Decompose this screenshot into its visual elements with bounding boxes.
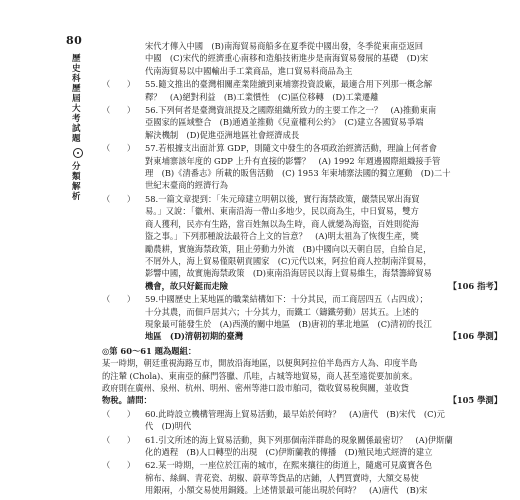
text-line: 某一時期，朝廷重視海路互市，開放沿海地區，以便與阿拉伯半島西方人為、印度半島 [102, 358, 418, 369]
book-title [72, 54, 86, 202]
text-line: 60.此時設立機構管理海上貿易活動，最早始於何時？ (A)唐代 (B)宋代 (C)元 [145, 408, 445, 419]
answer-paren[interactable]: （ ） [102, 460, 136, 471]
page-number: 80 [66, 34, 83, 47]
sidebar [0, 0, 100, 500]
text-line: 62.某一時期，一座位於江南的城市，在熙來攘往的街道上，隨處可見廣寶各色 [145, 460, 432, 471]
text-line: 對東埔寨該年度的 GDP 上升有直接的影響？ (A) 1992 年週邊國際組織接手管 [145, 155, 441, 166]
answer-paren[interactable]: （ ） [102, 408, 136, 419]
text-line: 地區 (D)清朝初期的臺灣 [145, 331, 244, 342]
question-55 [102, 78, 504, 103]
answer-paren[interactable]: （ ） [102, 79, 136, 90]
text-line: 理 (B)《清番志》所載的販售活動 (C) 1953 年柬埔寨法國的獨立運動 (D)二十 [145, 168, 451, 179]
text-line: 政府則在廣州、泉州、杭州、明州、密州等港口設市舶司，徵收貿易稅與關，並收貨 [102, 382, 409, 393]
exam-tag-row [102, 394, 504, 406]
text-line: 機會，故只好鋌而走險 [145, 280, 228, 291]
question-56 [102, 104, 504, 141]
text-line: 代 (D)明代 [145, 421, 192, 432]
question-58 [102, 193, 504, 292]
section-label: 分類解析 [72, 162, 81, 202]
text-line: 55.隨文推出的臺灣相關產業陸續到東埔寨投資設廠，最適合用下列那一概念解 [145, 79, 432, 90]
text-line: 盜之事。」下列那種說法最符合上文的旨意？ (A)明太祖為了恢復生產，獎 [145, 231, 419, 242]
passage [102, 357, 504, 407]
section-heading: ◎第 60～61 題為題組： [102, 345, 197, 356]
question-62 [102, 459, 504, 496]
text-line: 59.中國歷史上某地區的職業結構如下：十分其民，而工商居四五（占四成）； [145, 294, 428, 305]
text-line: 解決機制 (D)促進亞洲地區社會經濟成長 [145, 129, 300, 140]
continuation-block [102, 40, 504, 77]
text-line: 影響中國，故實施海禁政策 (D)東南沿海居民以海上貿易維生，海禁籌締貿易 [145, 268, 432, 279]
text-line: 56.下列何者是臺灣資訊提及之國際組織所致力的主要工作之一？ (A)推動東南 [145, 105, 437, 116]
text-line: 代南海貿易以中國輸出手工業商品，進口貿易料商品為主 [145, 65, 353, 76]
text-line: 現象最可能發生於 (A)西漢的關中地區 (B)唐初的華北地區 (C)清初的長江 [145, 318, 432, 329]
question-57 [102, 142, 504, 192]
text-line: 不屑外人，海上貿易僅限朝貢國家 (C)元代以來，阿拉伯商人控制南洋貿易， [145, 255, 432, 266]
text-line: 世紀末臺商的經濟行為 [145, 180, 228, 191]
answer-paren[interactable]: （ ） [102, 434, 136, 445]
text-line: 中國 (C)宋代的經濟重心南移和造船技術進步是南海貿易發展的基礎 (D)宋 [145, 53, 429, 64]
bullet-circle-icon [73, 148, 83, 158]
text-line: 棉布、絲綢、青花瓷、胡椒、蔚草等貨品的店鋪，人們買賣時，大額交易使 [145, 472, 419, 483]
text-line: 61.引文所述的海上貿易活動，與下列那個南洋群島的現象關係最密切？ (A)伊斯蘭 [145, 434, 453, 445]
page-content [102, 40, 504, 497]
text-line: 勵農耕，實施海禁政策，阻止勞動力外流 (B)中國向以天朝自居，自給自足， [145, 243, 432, 254]
exam-source-tag: 【106 指考】 [448, 280, 502, 291]
text-line: 58.一篇文章提到：「朱元璋建立明朝以後，實行海禁政策，嚴禁民眾出海貿 [145, 193, 420, 204]
text-line: 易。」又說：「徽州、東南沿海一帶山多地少，民以商為生，中日貿易，雙方 [145, 206, 419, 217]
exam-source-tag: 【106 學測】 [448, 331, 502, 342]
book-title-text: 歷史科歷屆大考試題 [72, 54, 81, 144]
answer-paren[interactable]: （ ） [102, 143, 136, 154]
question-60 [102, 408, 504, 433]
exam-source-tag: 【105 學測】 [448, 395, 502, 406]
text-line: 亞國家的區域整合 (B)通過並推動《兒童權利公約》 (C)建立各國貿易爭端 [145, 117, 424, 128]
text-line: 的注輦 (Chola)、東南亞的蘇門答臘、爪哇，占城等地貿易，商人甚至遠從要加前來。 [102, 370, 418, 381]
answer-paren[interactable]: （ ） [102, 294, 136, 305]
text-line: 物稅。請問： [102, 395, 152, 406]
text-line: 57.若根據支出面計算 GDP，則隨文中發生的各項政治經濟活動，理論上何者會 [145, 143, 437, 154]
text-line: 釋？ (A)絕對利益 (B)工業慣性 (C)區位移轉 (D)工業遷離 [145, 91, 379, 102]
text-line: 商人獲利，民亦有生路，當百姓無以為生時，商人就變為海盜，百姓則從海 [145, 218, 419, 229]
text-line: 宋代才傳入中國 (B)南海貿易商船多在夏季從中國出發，冬季從東南亞返回 [145, 41, 424, 51]
answer-paren[interactable]: （ ） [102, 105, 136, 116]
text-line: 用銀兩，小額交易使用銅錢。上述情景最可能出現於何時？ (A)唐代 (B)宋 [145, 485, 428, 496]
exam-tag-row [145, 280, 504, 292]
exam-tag-row [145, 330, 504, 342]
question-59 [102, 293, 504, 343]
answer-paren[interactable]: （ ） [102, 193, 136, 204]
question-61 [102, 434, 504, 459]
text-line: 化的過程 (B)人口轉型的出現 (C)伊斯蘭教的傳播 (D)殖民地式經濟的建立 [145, 447, 433, 457]
text-line: 十分其農，而佃戶居其六；十分其力，而鐵工（鑄鐵勞動）居其五。上述的 [145, 306, 419, 317]
